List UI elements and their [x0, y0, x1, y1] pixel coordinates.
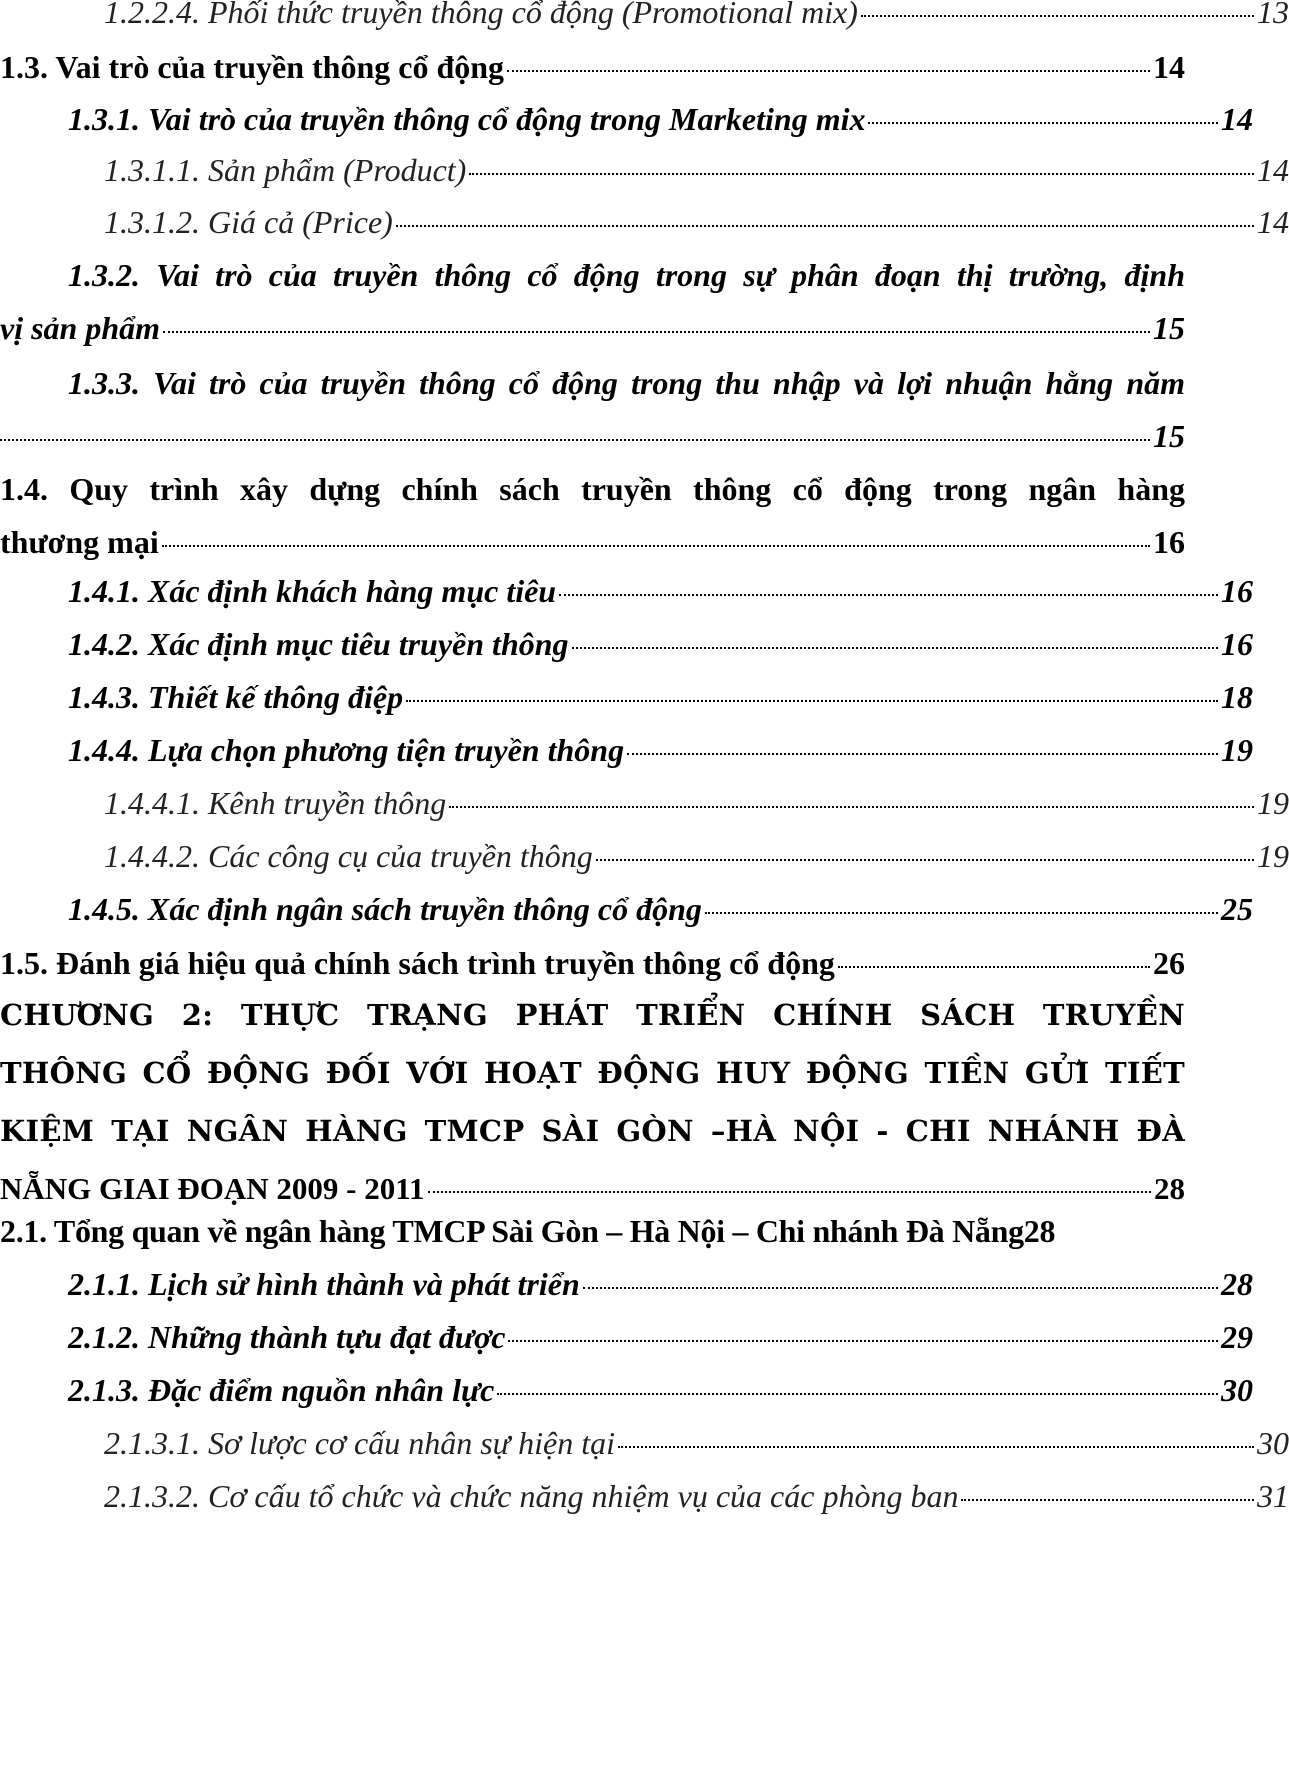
toc-entry-title-line2: thương mại	[0, 524, 159, 560]
toc-entry-page: 29	[1221, 1319, 1253, 1355]
toc-entry-title: 1.4.4. Lựa chọn phương tiện truyền thông	[68, 732, 625, 768]
dot-leader	[163, 331, 1150, 333]
toc-entry[interactable]	[0, 1308, 1253, 1366]
dot-leader	[497, 1393, 1218, 1395]
toc-entry[interactable]	[0, 38, 1185, 96]
dot-leader	[406, 700, 1218, 702]
toc-entry-title: 1.4.1. Xác định khách hàng mục tiêu	[68, 573, 557, 609]
toc-entry-page: 15	[1153, 310, 1185, 346]
toc-entry-title: 2.1.3. Đặc điểm nguồn nhân lực	[68, 1372, 495, 1408]
dot-leader	[838, 966, 1150, 968]
toc-entry-page: 19	[1257, 838, 1289, 874]
toc-entry-page: 18	[1221, 679, 1253, 715]
toc-entry-page: 19	[1257, 785, 1289, 821]
toc-entry-page: 14	[1153, 49, 1185, 85]
toc-chapter-line2: THÔNG CỔ ĐỘNG ĐỐI VỚI HOẠT ĐỘNG HUY ĐỘNG TIỀN GỬI TIẾT	[0, 1056, 1185, 1090]
toc-entry-page: 19	[1221, 732, 1253, 768]
dot-leader	[596, 859, 1254, 861]
toc-entry[interactable]	[0, 827, 1289, 885]
toc-entry-page: 28	[1221, 1266, 1253, 1302]
dot-leader	[559, 594, 1218, 596]
toc-entry-page: 30	[1257, 1425, 1289, 1461]
toc-entry[interactable]	[0, 1255, 1253, 1313]
toc-chapter-entry[interactable]	[0, 986, 1185, 1206]
toc-entry[interactable]	[0, 246, 1185, 356]
toc-entry-page: 15	[1153, 418, 1185, 454]
dot-leader	[507, 70, 1150, 72]
toc-entry-title: 2.1. Tổng quan về ngân hàng TMCP Sài Gòn – Hà Nội – Chi nhánh Đà Nẵng	[0, 1213, 1024, 1249]
toc-entry-page: 25	[1221, 891, 1253, 927]
toc-entry-title: 1.3.1.2. Giá cả (Price)	[104, 204, 393, 240]
toc-entry-page: 14	[1257, 204, 1289, 240]
toc-entry[interactable]	[0, 1467, 1289, 1525]
toc-entry-page: 16	[1221, 626, 1253, 662]
toc-entry-page: 26	[1153, 945, 1185, 981]
toc-entry-title: 2.1.1. Lịch sử hình thành và phát triển	[68, 1266, 580, 1302]
dot-leader	[961, 1499, 1254, 1501]
toc-entry-title: 1.4.4.2. Các công cụ của truyền thông	[104, 838, 593, 874]
toc-chapter-line3: KIỆM TẠI NGÂN HÀNG TMCP SÀI GÒN –HÀ NỘI - CHI NHÁNH ĐÀ	[0, 1114, 1185, 1148]
toc-entry[interactable]	[0, 1414, 1289, 1472]
toc-entry-title-line1: 1.4. Quy trình xây dựng chính sách truyền thông cổ động trong ngân hàng	[0, 471, 1185, 507]
toc-entry[interactable]	[0, 193, 1289, 251]
toc-entry-title: 1.2.2.4. Phối thức truyền thông cổ động (Promotional mix)	[104, 0, 858, 30]
toc-entry-page: 16	[1153, 524, 1185, 560]
toc-entry[interactable]	[0, 141, 1289, 199]
toc-entry[interactable]	[0, 0, 1289, 41]
dot-leader	[705, 912, 1218, 914]
toc-entry-page: 13	[1257, 0, 1289, 30]
toc-entry-title: 2.1.3.2. Cơ cấu tổ chức và chức năng nhiệm vụ của các phòng ban	[104, 1478, 959, 1514]
toc-chapter-line1: CHƯƠNG 2: THỰC TRẠNG PHÁT TRIỂN CHÍNH SÁCH TRUYỀN	[0, 998, 1185, 1032]
toc-entry-title: 1.4.3. Thiết kế thông điệp	[68, 679, 404, 715]
dot-leader	[469, 173, 1254, 175]
toc-entry-title: 1.3.1.1. Sản phẩm (Product)	[104, 152, 467, 188]
toc-entry-title: 2.1.3.1. Sơ lược cơ cấu nhân sự hiện tại	[104, 1425, 615, 1461]
toc-entry-page: 31	[1257, 1478, 1289, 1514]
toc-entry[interactable]	[0, 880, 1253, 938]
toc-entry-page: 14	[1257, 152, 1289, 188]
toc-entry[interactable]	[0, 562, 1253, 620]
dot-leader	[449, 806, 1254, 808]
toc-entry[interactable]	[0, 1202, 1185, 1260]
toc-entry-title-line1: 1.3.2. Vai trò của truyền thông cổ động trong sự phân đoạn thị trường, định	[68, 257, 1185, 293]
toc-entry[interactable]	[0, 90, 1253, 148]
toc-entry[interactable]	[0, 774, 1289, 832]
toc-entry[interactable]	[0, 934, 1185, 992]
dot-leader	[162, 545, 1150, 547]
dot-leader	[396, 225, 1254, 227]
toc-entry-title: 1.3. Vai trò của truyền thông cổ động	[0, 49, 505, 85]
toc-entry[interactable]	[0, 1361, 1253, 1419]
toc-entry[interactable]	[0, 615, 1253, 673]
toc-entry-page: 28	[1023, 1213, 1056, 1249]
toc-entry[interactable]	[0, 668, 1253, 726]
toc-entry[interactable]	[0, 721, 1253, 779]
toc-entry-page: 28	[1154, 1171, 1185, 1206]
toc-entry-title: 1.3.1. Vai trò của truyền thông cổ động trong Marketing mix	[68, 101, 866, 137]
dot-leader	[572, 647, 1218, 649]
toc-entry-page: 14	[1221, 101, 1253, 137]
toc-entry-title: 1.4.2. Xác định mục tiêu truyền thông	[68, 626, 569, 662]
toc-entry-page: 16	[1221, 573, 1253, 609]
dot-leader	[861, 15, 1254, 17]
dot-leader	[508, 1340, 1218, 1342]
toc-entry-title: 1.4.4.1. Kênh truyền thông	[104, 785, 447, 821]
toc-entry-title-line2: vị sản phẩm	[0, 310, 161, 346]
toc-entry[interactable]	[0, 460, 1185, 570]
dot-leader	[618, 1446, 1254, 1448]
toc-entry-title: 2.1.2. Những thành tựu đạt được	[68, 1319, 506, 1355]
dot-leader	[868, 122, 1218, 124]
toc-entry-title: 1.4.5. Xác định ngân sách truyền thông cổ động	[68, 891, 702, 927]
toc-entry[interactable]	[0, 354, 1185, 464]
toc-entry-title: 1.5. Đánh giá hiệu quả chính sách trình truyền thông cổ động	[0, 945, 835, 981]
toc-chapter-line4: NẴNG GIAI ĐOẠN 2009 - 2011	[0, 1171, 425, 1206]
toc-entry-page: 30	[1221, 1372, 1253, 1408]
dot-leader	[627, 753, 1218, 755]
toc-entry-title-line1: 1.3.3. Vai trò của truyền thông cổ động trong thu nhập và lợi nhuận hằng năm	[68, 365, 1185, 401]
dot-leader	[583, 1287, 1218, 1289]
dot-leader	[0, 439, 1150, 441]
dot-leader	[428, 1191, 1151, 1193]
